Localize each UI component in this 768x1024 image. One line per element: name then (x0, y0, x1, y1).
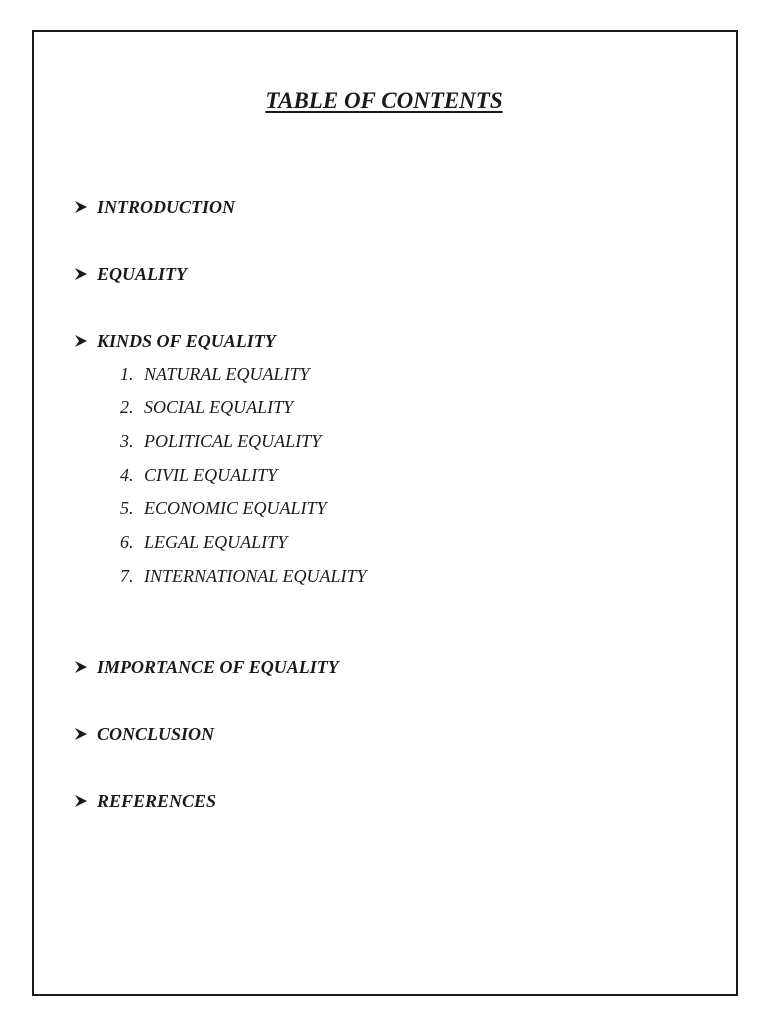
toc-subitem-number: 3. (120, 431, 134, 451)
toc-entry-kinds-of-equality (74, 329, 276, 353)
toc-entry-label: CONCLUSION (97, 724, 215, 744)
toc-subitem (120, 463, 277, 487)
toc-subitem-label: CIVIL EQUALITY (144, 465, 278, 485)
toc-entry-label: KINDS OF EQUALITY (97, 331, 276, 351)
toc-entry-equality (74, 262, 187, 286)
arrowhead-bullet-icon (74, 660, 88, 674)
toc-entry-label: EQUALITY (97, 264, 187, 284)
toc-subitem (120, 362, 310, 386)
toc-subitem (120, 564, 367, 588)
arrowhead-bullet-icon (74, 794, 88, 808)
toc-subitem-number: 7. (120, 566, 134, 586)
toc-subitem (120, 530, 287, 554)
toc-subitem-number: 2. (120, 397, 134, 417)
arrowhead-bullet-icon (74, 727, 88, 741)
toc-subitem-number: 6. (120, 532, 134, 552)
toc-subitem (120, 496, 327, 520)
toc-entry-conclusion (74, 722, 214, 746)
toc-entry-introduction (74, 195, 235, 219)
toc-subitem-label: LEGAL EQUALITY (144, 532, 288, 552)
toc-subitem-label: NATURAL EQUALITY (144, 364, 310, 384)
toc-entry-references (74, 789, 216, 813)
toc-subitem-label: ECONOMIC EQUALITY (144, 498, 327, 518)
toc-entry-label: INTRODUCTION (97, 197, 236, 217)
toc-entry-importance-of-equality (74, 655, 339, 679)
toc-subitem-label: POLITICAL EQUALITY (144, 431, 322, 451)
toc-subitem-number: 4. (120, 465, 134, 485)
toc-subitem-label: SOCIAL EQUALITY (144, 397, 294, 417)
toc-entry-label: IMPORTANCE OF EQUALITY (97, 657, 339, 677)
arrowhead-bullet-icon (74, 334, 88, 348)
page-title-text: TABLE OF CONTENTS (265, 88, 503, 113)
toc-subitem (120, 429, 321, 453)
arrowhead-bullet-icon (74, 200, 88, 214)
toc-subitem-label: INTERNATIONAL EQUALITY (144, 566, 367, 586)
toc-subitem-number: 5. (120, 498, 134, 518)
toc-entry-label: REFERENCES (97, 791, 217, 811)
toc-subitem (120, 395, 293, 419)
arrowhead-bullet-icon (74, 267, 88, 281)
toc-subitem-number: 1. (120, 364, 134, 384)
page-title (0, 86, 768, 116)
